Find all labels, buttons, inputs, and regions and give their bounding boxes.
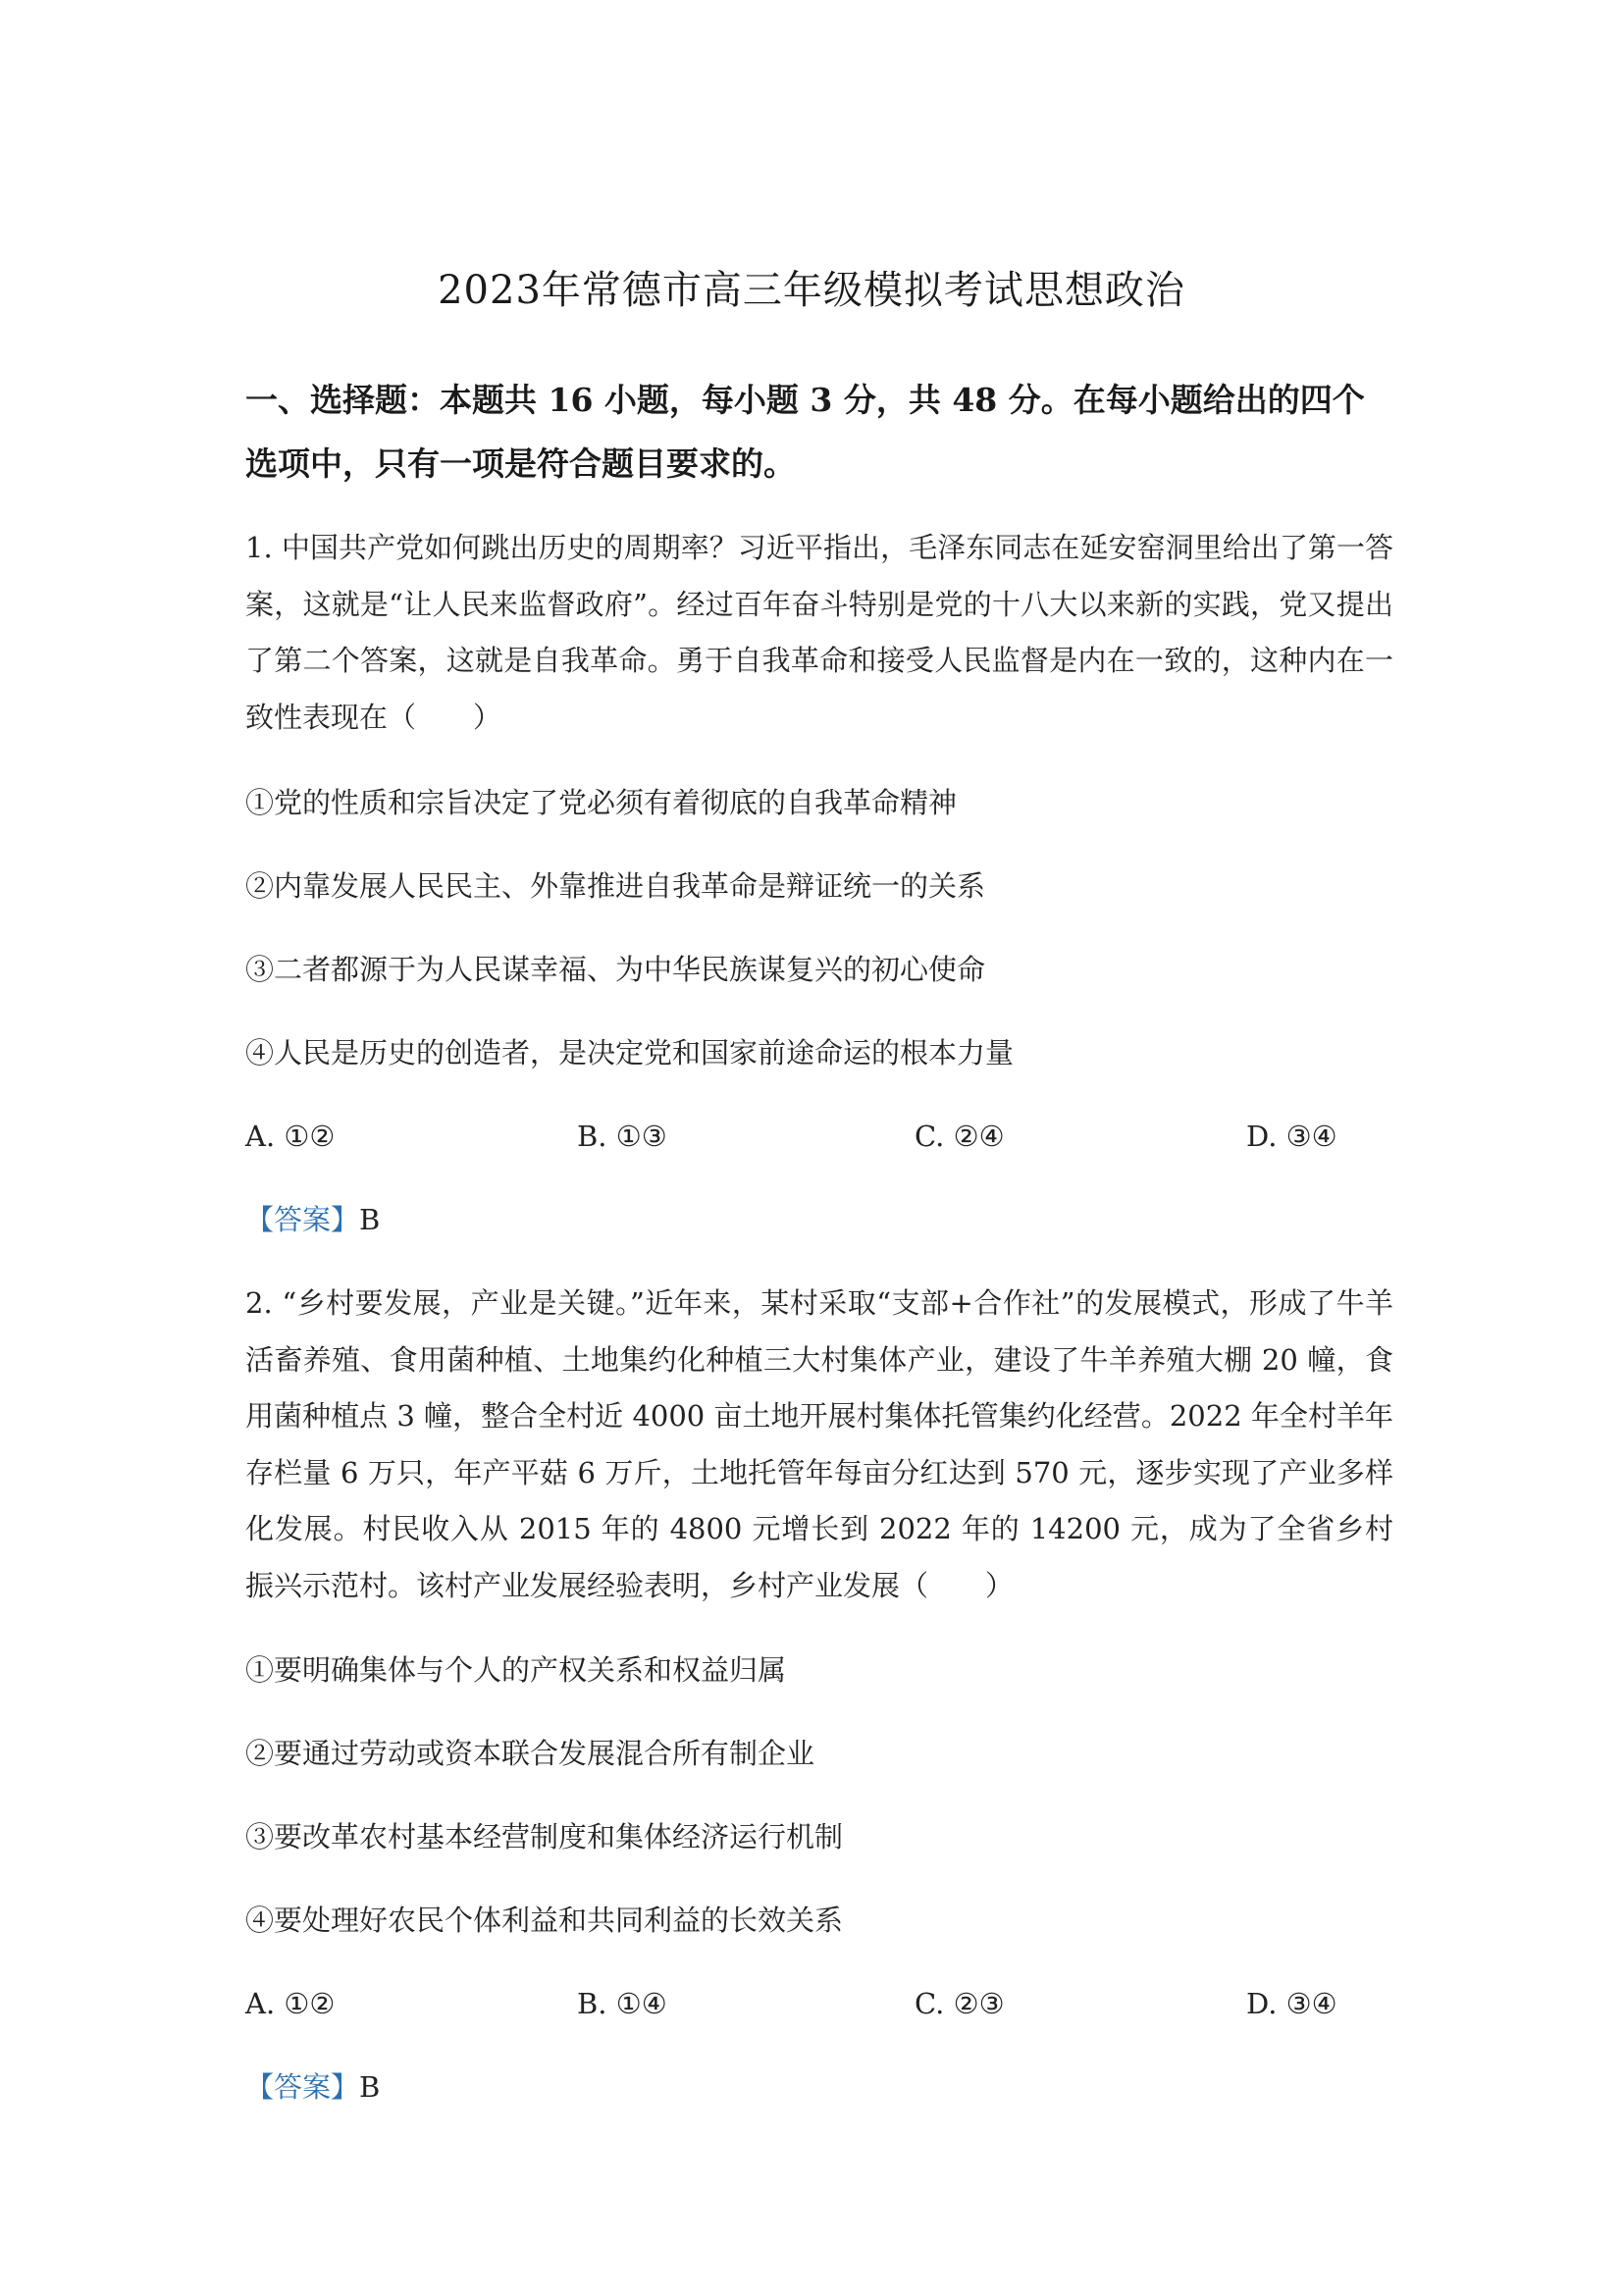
question-1-option-1: ①党的性质和宗旨决定了党必须有着彻底的自我革命精神 [245,786,958,819]
question-2-option-3: ③要改革农村基本经营制度和集体经济运行机制 [245,1820,844,1853]
question-1-choice-b: B. ①③ [577,1120,667,1153]
question-2-answer [245,2067,380,2107]
answer-value: B [359,1203,381,1236]
question-2-stem: 2. “乡村要发展，产业是关键。”近年来，某村采取“支部+合作社”的发展模式，形成了牛羊活畜养殖、食用菌种植、土地集约化种植三大村集体产业，建设了牛羊养殖大棚 20 幢，食用菌种植点 3 幢，整合全村近 4000 亩土地开展村集体托管集约化经营。2022 年全村羊年存栏量 6 万只，年产平菇 6 万斤，土地托管年每亩分红达到 570 元，逐步实现了产业多样化发展。村民收入从 2015 年的 4800 元增长到 2022 年的 14200 元，成为了全省乡村振兴示范村。该村产业发展经验表明，乡村产业发展（ ） [245,1286,1393,1602]
question-1-option-2: ②内靠发展人民民主、外靠推进自我革命是辩证统一的关系 [245,869,986,903]
question-1-option-4: ④人民是历史的创造者，是决定党和国家前途命运的根本力量 [245,1036,1015,1070]
page-title: 2023年常德市高三年级模拟考试思想政治 [438,268,1185,313]
question-2-option-2: ②要通过劳动或资本联合发展混合所有制企业 [245,1737,815,1770]
question-2-choice-b: B. ①④ [577,1987,667,2020]
question-2-choices [245,1984,1393,2023]
question-1-choice-c: C. ②④ [915,1120,1005,1153]
question-2-option-4: ④要处理好农民个体利益和共同利益的长效关系 [245,1904,844,1937]
question-2-choice-d: D. ③④ [1246,1987,1337,2020]
answer-label: 【答案】 [245,1203,360,1236]
question-2-choice-c: C. ②③ [915,1987,1005,2020]
section-heading: 一、选择题：本题共 16 小题，每小题 3 分，共 48 分。在每小题给出的四个选项中，只有一项是符合题目要求的。 [245,381,1365,483]
question-1-stem: 1. 中国共产党如何跳出历史的周期率？习近平指出，毛泽东同志在延安窑洞里给出了第一答案，这就是“让人民来监督政府”。经过百年奋斗特别是党的十八大以来新的实践，党又提出了第二个答案，这就是自我革命。勇于自我革命和接受人民监督是内在一致的，这种内在一致性表现在（ ） [245,531,1393,734]
answer-label: 【答案】 [245,2070,360,2104]
question-1-option-3: ③二者都源于为人民谋幸福、为中华民族谋复兴的初心使命 [245,953,986,986]
question-1-answer [245,1200,380,1239]
answer-value: B [359,2070,381,2104]
question-1-choice-a: A. ①② [245,1120,336,1153]
question-1-choice-d: D. ③④ [1246,1120,1337,1153]
question-2-choice-a: A. ①② [245,1987,336,2020]
question-1-choices [245,1117,1393,1156]
question-2-option-1: ①要明确集体与个人的产权关系和权益归属 [245,1653,787,1687]
